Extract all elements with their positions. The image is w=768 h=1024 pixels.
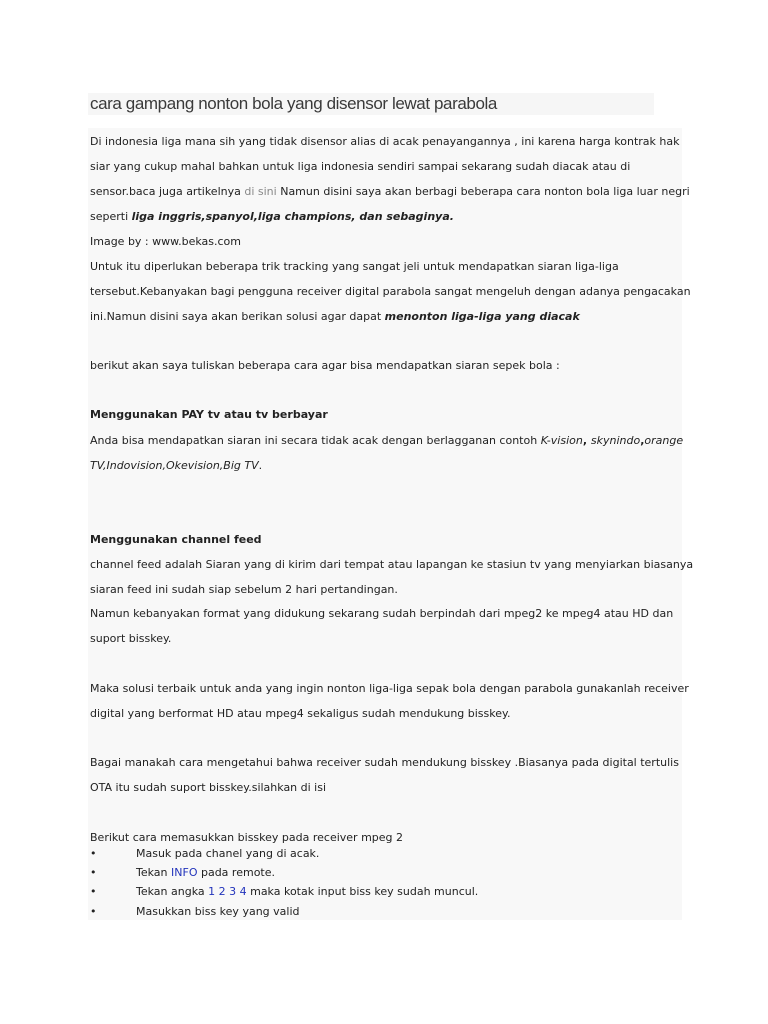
paragraph-line: siaran feed ini sudah siap sebelum 2 hari pertandingan.: [90, 583, 398, 596]
paragraph-line: [90, 459, 262, 473]
section-heading-paytv: Menggunakan PAY tv atau tv berbayar: [90, 408, 328, 421]
paragraph-line: Di indonesia liga mana sih yang tidak disensor alias di acak penayangannya , ini karena harga kontrak hak: [90, 135, 680, 148]
provider-name: orange: [644, 434, 684, 447]
paragraph-line: [90, 310, 580, 324]
paragraph-line: Maka solusi terbaik untuk anda yang ingin nonton liga-liga sepak bola dengan parabola gunakanlah receiver: [90, 682, 689, 695]
paragraph-line: channel feed adalah Siaran yang di kirim dari tempat atau lapangan ke stasiun tv yang menyiarkan biasanya: [90, 558, 694, 571]
text-run: maka kotak input biss key sudah muncul.: [246, 885, 479, 898]
provider-list: TV,Indovision,Okevision,Big TV: [90, 459, 259, 472]
info-key-highlight: INFO: [171, 866, 198, 879]
list-item-text: [136, 866, 275, 880]
list-item-text: Masukkan biss key yang valid: [136, 905, 300, 918]
text-run: Tekan: [136, 866, 172, 879]
separator: ,: [582, 434, 591, 447]
text-run: ini.Namun disini saya akan berikan solusi agar dapat: [90, 310, 385, 323]
text-run: seperti: [90, 210, 132, 223]
bullet: •: [90, 866, 97, 879]
image-credit: Image by : www.bekas.com: [90, 235, 242, 248]
text-run: Namun disini saya akan berbagi beberapa cara nonton bola liga luar negri: [276, 185, 690, 198]
list-item-text: Masuk pada chanel yang di acak.: [136, 847, 320, 860]
number-keys-highlight: 1 2 3 4: [208, 885, 247, 898]
text-run: Tekan angka: [136, 885, 209, 898]
paragraph-line: suport bisskey.: [90, 632, 172, 645]
paragraph-line: OTA itu sudah suport bisskey.silahkan di isi: [90, 781, 327, 794]
emphasis-text: liga inggris,spanyol,liga champions, dan sebaginya.: [131, 210, 454, 223]
paragraph-line: [90, 210, 454, 224]
paragraph-line: [90, 185, 690, 199]
text-run: .: [258, 459, 263, 472]
emphasis-text: menonton liga-liga yang diacak: [384, 310, 580, 323]
list-item-text: [136, 885, 478, 899]
paragraph-line: Namun kebanyakan format yang didukung sekarang sudah berpindah dari mpeg2 ke mpeg4 atau HD dan: [90, 607, 674, 620]
text-run: Anda bisa mendapatkan siaran ini secara tidak acak dengan berlagganan contoh: [90, 434, 541, 447]
text-run: sensor.baca juga artikelnya: [90, 185, 245, 198]
bullet: •: [90, 885, 97, 898]
paragraph-line: berikut akan saya tuliskan beberapa cara agar bisa mendapatkan siaran sepek bola :: [90, 359, 560, 372]
separator: ,: [640, 434, 645, 447]
provider-name: K-vision: [540, 434, 583, 447]
paragraph-line: Untuk itu diperlukan beberapa trik tracking yang sangat jeli untuk mendapatkan siaran liga-liga: [90, 260, 619, 273]
paragraph-line: [90, 434, 683, 448]
paragraph-line: tersebut.Kebanyakan bagi pengguna receiver digital parabola sangat mengeluh dengan adanya pengacakan: [90, 285, 691, 298]
paragraph-line: digital yang berformat HD atau mpeg4 sekaligus sudah mendukung bisskey.: [90, 707, 511, 720]
di-sini-link[interactable]: di sini: [244, 185, 277, 198]
text-run: pada remote.: [197, 866, 275, 879]
bullet: •: [90, 847, 97, 860]
provider-name: skynindo: [590, 434, 641, 447]
section-heading-channel-feed: Menggunakan channel feed: [90, 533, 262, 546]
paragraph-line: Berikut cara memasukkan bisskey pada receiver mpeg 2: [90, 831, 404, 844]
paragraph-line: siar yang cukup mahal bahkan untuk liga indonesia sendiri sampai sekarang sudah diacak atau di: [90, 160, 631, 173]
page-title: cara gampang nonton bola yang disensor lewat parabola: [90, 94, 497, 113]
bullet: •: [90, 905, 97, 918]
paragraph-line: Bagai manakah cara mengetahui bahwa receiver sudah mendukung bisskey .Biasanya pada digital tertulis: [90, 756, 679, 769]
